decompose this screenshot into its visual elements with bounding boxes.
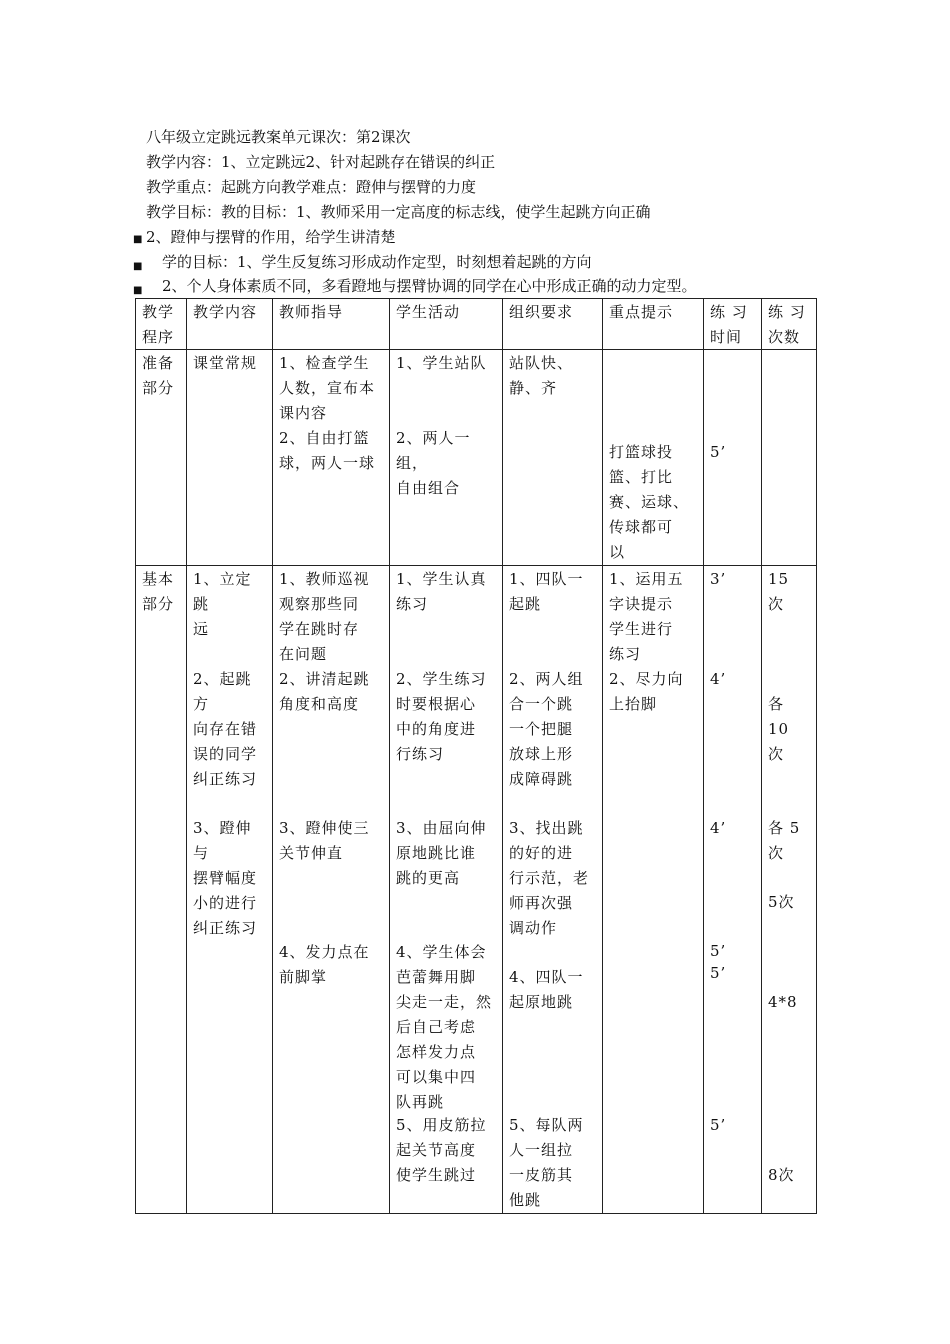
- basic-student-1: 1、学生认真 练习: [396, 570, 487, 613]
- table-row-basic: [136, 566, 817, 1214]
- col-header-stage: 教学 程序: [142, 303, 175, 346]
- basic-organization-3: 3、找出跳 的好的进 行示范，老 师再次强 调动作: [509, 819, 590, 937]
- col-header-count: 练 习 次数: [768, 303, 806, 346]
- basic-student-5: 5、用皮筋拉 起关节高度 使学生跳过: [396, 1116, 487, 1184]
- prep-stage: 准备 部分: [142, 354, 175, 397]
- bullet-mark: ■: [133, 234, 143, 245]
- basic-count-4: 4*8: [768, 993, 798, 1011]
- col-header-organization: 组织要求: [509, 303, 574, 321]
- basic-count-2: 各 10 次: [768, 695, 790, 763]
- lesson-plan-table: [135, 298, 817, 1214]
- basic-count-3: 各 5 次: [768, 819, 801, 862]
- basic-count-3b: 5次: [768, 893, 795, 911]
- basic-organization-5: 5、每队两 人一组拉 一皮筋其 他跳: [509, 1116, 584, 1209]
- basic-count-5: 8次: [768, 1166, 795, 1184]
- basic-time-5: 5’: [710, 1116, 727, 1134]
- teaching-goal: 教学目标：教的目标：1、教师采用一定高度的标志线，使学生起跳方向正确: [146, 203, 651, 221]
- learning-goal-2: 2、个人身体素质不同，多看蹬地与摆臂协调的同学在心中形成正确的动力定型。: [162, 277, 697, 295]
- basic-content-3: 3、蹬伸与 摆臂幅度 小的进行 纠正练习: [193, 819, 258, 937]
- basic-tip-2: 2、尽力向 上抬脚: [609, 670, 684, 713]
- prep-student-2: 2、两人一组， 自由组合: [396, 429, 471, 497]
- col-header-teacher: 教师指导: [279, 303, 344, 321]
- bullet-mark: ■: [133, 285, 143, 296]
- table-header-row: [136, 299, 817, 350]
- basic-organization-2: 2、两人组 合一个跳 一个把腿 放球上形 成障碍跳: [509, 670, 584, 788]
- teaching-focus: 教学重点：起跳方向教学难点：蹬伸与摆臂的力度: [146, 178, 477, 196]
- basic-content-1: 1、立定跳 远: [193, 570, 252, 638]
- bullet-mark: ■: [133, 261, 143, 272]
- col-header-time: 练 习 时间: [710, 303, 748, 346]
- basic-time-1: 3’: [710, 570, 727, 588]
- basic-count-1: 15 次: [768, 570, 790, 613]
- basic-teacher-2: 2、讲清起跳 角度和高度: [279, 670, 370, 713]
- basic-time-2: 4’: [710, 670, 727, 688]
- basic-teacher-4: 4、发力点在 前脚掌: [279, 943, 370, 986]
- prep-teacher-1: 1、检查学生 人数，宣布本 课内容: [279, 354, 376, 422]
- basic-time-3: 4’: [710, 819, 727, 837]
- prep-teacher-2: 2、自由打篮 球，两人一球: [279, 429, 376, 472]
- basic-student-3: 3、由屈向伸 原地跳比谁 跳的更高: [396, 819, 487, 887]
- col-header-student: 学生活动: [396, 303, 461, 321]
- basic-teacher-1: 1、教师巡视 观察那些同 学在跳时存 在问题: [279, 570, 370, 663]
- col-header-tips: 重点提示: [609, 303, 674, 321]
- prep-student-1: 1、学生站队: [396, 354, 487, 372]
- prep-organization: 站队快、 静、齐: [509, 354, 574, 397]
- basic-content-2: 2、起跳方 向存在错 误的同学 纠正练习: [193, 670, 258, 788]
- table-row-prep: [136, 350, 817, 566]
- teaching-goal-2: 2、蹬伸与摆臂的作用，给学生讲清楚: [146, 228, 396, 246]
- basic-organization-4: 4、四队一 起原地跳: [509, 968, 584, 1011]
- basic-organization-1: 1、四队一 起跳: [509, 570, 584, 613]
- basic-teacher-3: 3、蹬伸使三 关节伸直: [279, 819, 370, 862]
- basic-student-2: 2、学生练习 时要根据心 中的角度进 行练习: [396, 670, 487, 763]
- prep-time: 5’: [710, 443, 727, 461]
- teaching-content: 教学内容：1、立定跳远2、针对起跳存在错误的纠正: [146, 153, 496, 171]
- basic-student-4: 4、学生体会 芭蕾舞用脚 尖走一走，然 后自己考虑 怎样发力点 可以集中四 队再跳: [396, 943, 493, 1111]
- basic-time-4: 5’ 5’: [710, 942, 727, 982]
- doc-title: 八年级立定跳远教案单元课次：第2课次: [146, 128, 411, 146]
- prep-content: 课堂常规: [193, 354, 258, 372]
- prep-tip: 打篮球投 篮、打比 赛、运球、 传球都可 以: [609, 443, 690, 561]
- col-header-content: 教学内容: [193, 303, 258, 321]
- basic-tip-1: 1、运用五 字诀提示 学生进行 练习: [609, 570, 684, 663]
- learning-goal-1: 学的目标：1、学生反复练习形成动作定型，时刻想着起跳的方向: [162, 253, 592, 271]
- basic-stage: 基本 部分: [142, 570, 175, 613]
